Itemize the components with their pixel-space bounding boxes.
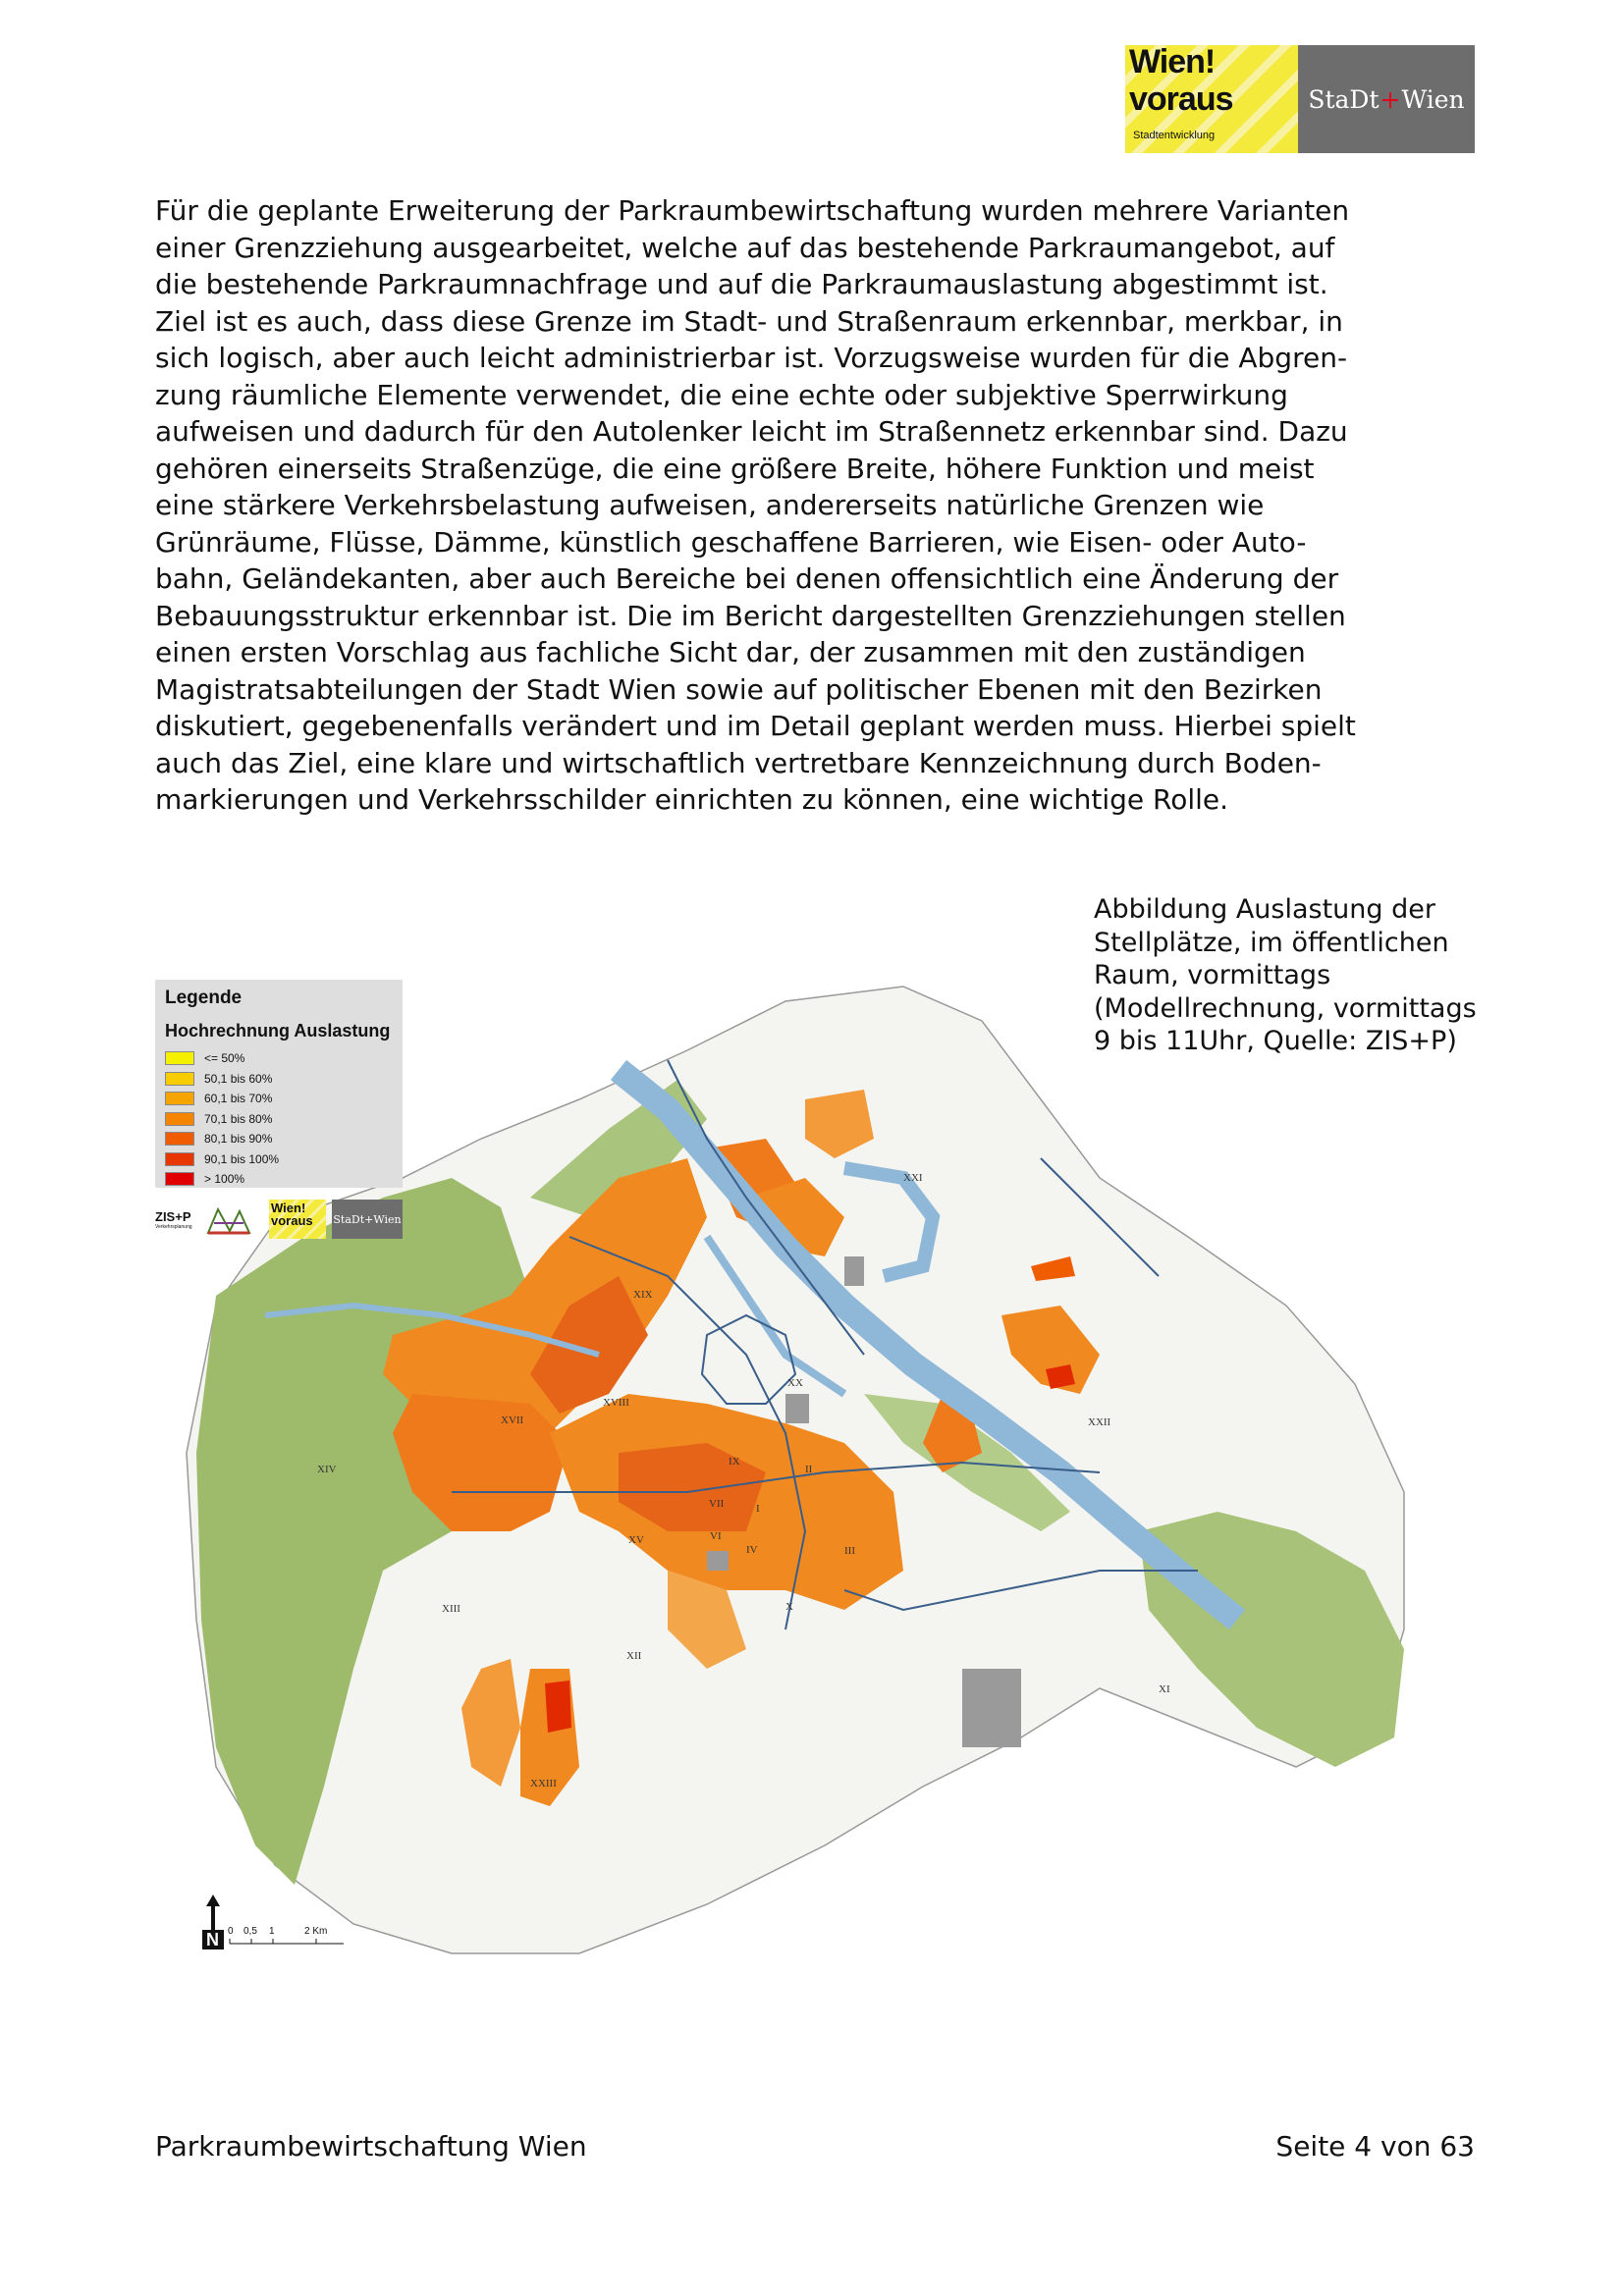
body-line: einer Grenzziehung ausgearbeitet, welche auf das bestehende Parkraumangebot, auf (155, 231, 1335, 264)
logo-line-2: voraus (1129, 80, 1233, 118)
district-label: VI (710, 1530, 722, 1542)
district-label: III (844, 1545, 855, 1557)
body-paragraph (155, 192, 1481, 819)
district-label: XI (1159, 1683, 1170, 1695)
scale-tick-3: 2 Km (304, 1926, 328, 1937)
footer-page-number: Seite 4 von 63 (1275, 2130, 1475, 2163)
legend-item-label: 70,1 bis 80% (204, 1111, 273, 1126)
small-logo-line-1: Wien! (271, 1201, 306, 1215)
caption-line: (Modellrechnung, vormittags (1094, 992, 1477, 1024)
legend-item (165, 1089, 279, 1109)
district-label: X (785, 1601, 793, 1613)
logo-line-3: Stadtentwicklung (1133, 130, 1216, 141)
body-line: Magistratsabteilungen der Stadt Wien sowie auf politischer Ebenen mit den Bezirken (155, 672, 1323, 706)
caption-line: Abbildung Auslastung der (1094, 894, 1435, 925)
legend-swatch (165, 1072, 194, 1086)
body-line: Für die geplante Erweiterung der Parkraumbewirtschaftung wurden mehrere Varianten (155, 194, 1350, 227)
stadt-wien-part1: StaDt (1308, 84, 1380, 114)
legend-item (165, 1129, 279, 1149)
legend-item-label: <= 50% (204, 1051, 245, 1066)
industrial-area (785, 1394, 809, 1423)
legend-swatch (165, 1132, 194, 1146)
legend-item (165, 1149, 279, 1170)
district-label: IX (729, 1456, 740, 1468)
body-line: die bestehende Parkraumnachfrage und auf die Parkraumauslastung abgestimmt ist. (155, 268, 1328, 300)
legend-subtitle: Hochrechnung Auslastung (165, 1021, 391, 1041)
stadt-wien-part2: Wien (1401, 84, 1465, 114)
stadt-wien-logo (1298, 45, 1475, 153)
zis-logo-sub: Verkehrsplanung (155, 1224, 192, 1230)
legend-item-label: 50,1 bis 60% (204, 1071, 273, 1086)
body-line: eine stärkere Verkehrsbelastung aufweisen, andererseits natürliche Grenzen wie (155, 489, 1265, 521)
mesh-logo-icon (204, 1203, 251, 1237)
legend-swatch (165, 1092, 194, 1105)
legend-item (165, 1048, 279, 1069)
scale-bar (228, 1924, 346, 1951)
north-label: N (206, 1930, 219, 1949)
legend-swatch (165, 1051, 194, 1065)
zis-logo-text: ZIS+P (155, 1209, 191, 1224)
caption-line: 9 bis 11Uhr, Quelle: ZIS+P) (1094, 1026, 1457, 1056)
logo-line-1: Wien! (1129, 45, 1216, 80)
district-label: I (756, 1503, 760, 1515)
district-label: VII (709, 1498, 725, 1510)
district-label: XXI (903, 1172, 923, 1184)
district-label: XIII (442, 1603, 460, 1615)
body-line: diskutiert, gegebenenfalls verändert und im Detail geplant werden muss. Hierbei spielt (155, 710, 1356, 742)
legend-swatch (165, 1152, 194, 1166)
legend-item-label: > 100% (204, 1172, 245, 1187)
legend-swatch (165, 1112, 194, 1126)
stadt-wien-small-logo: StaDt+Wien (332, 1200, 403, 1239)
legend-item-label: 90,1 bis 100% (204, 1151, 280, 1166)
scale-tick-1: 0,5 (243, 1926, 257, 1937)
body-line: markierungen und Verkehrsschilder einrichten zu können, eine wichtige Rolle. (155, 783, 1229, 816)
district-label: IV (746, 1544, 758, 1556)
industrial-area (707, 1551, 729, 1571)
industrial-area (962, 1669, 1021, 1747)
body-line: sich logisch, aber auch leicht administrierbar ist. Vorzugsweise wurden für die Abgren- (155, 342, 1348, 374)
district-label: XIX (633, 1289, 653, 1301)
district-label: XV (628, 1534, 644, 1546)
legend-items (165, 1048, 279, 1190)
district-label: XII (626, 1650, 642, 1662)
district-label: XXIII (530, 1778, 557, 1789)
legend-logos (155, 1200, 403, 1243)
district-label: II (805, 1464, 813, 1475)
legend-item (165, 1169, 279, 1190)
legend-item-label: 80,1 bis 90% (204, 1132, 273, 1147)
wien-voraus-logo (1125, 45, 1298, 153)
north-arrow-icon (200, 1893, 226, 1951)
caption-line: Raum, vormittags (1094, 960, 1331, 990)
body-line: gehören einerseits Straßenzüge, die eine größere Breite, höhere Funktion und meist (155, 452, 1315, 485)
small-logo-line-2: voraus (271, 1213, 313, 1228)
legend-title: Legende (165, 988, 243, 1008)
map-legend (155, 980, 403, 1188)
caption-line: Stellplätze, im öffentlichen (1094, 927, 1449, 958)
district-label: XX (787, 1377, 803, 1389)
scale-tick-2: 1 (269, 1926, 275, 1937)
legend-swatch (165, 1172, 194, 1186)
body-line: Bebauungsstruktur erkennbar ist. Die im Bericht dargestellten Grenzziehungen stellen (155, 599, 1346, 632)
legend-item (165, 1109, 279, 1130)
body-line: einen ersten Vorschlag aus fachliche Sicht dar, der zusammen mit den zuständigen (155, 636, 1306, 668)
zis-logo (155, 1209, 192, 1230)
body-line: Grünräume, Flüsse, Dämme, künstlich geschaffene Barrieren, wie Eisen- oder Auto- (155, 525, 1307, 559)
occupancy-xxiii-red (545, 1681, 571, 1733)
body-line: zung räumliche Elemente verwendet, die eine echte oder subjektive Sperrwirkung (155, 378, 1288, 411)
legend-item (165, 1069, 279, 1090)
district-label: XIV (317, 1464, 337, 1475)
stadt-wien-plus: + (1380, 84, 1401, 114)
footer-document-title: Parkraumbewirtschaftung Wien (155, 2130, 587, 2163)
body-line: auch das Ziel, eine klare und wirtschaftlich vertretbare Kennzeichnung durch Boden- (155, 746, 1322, 779)
figure-caption (1094, 893, 1506, 1058)
wien-voraus-small-logo (269, 1200, 326, 1239)
district-label: XVII (501, 1415, 524, 1426)
district-label: XXII (1088, 1416, 1111, 1428)
body-line: aufweisen und dadurch für den Autolenker leicht im Straßennetz erkennbar sind. Dazu (155, 415, 1348, 448)
body-line: Ziel ist es auch, dass diese Grenze im Stadt- und Straßenraum erkennbar, merkbar, in (155, 304, 1343, 338)
district-label: XVIII (603, 1397, 629, 1409)
body-line: bahn, Geländekanten, aber auch Bereiche bei denen offensichtlich eine Änderung der (155, 562, 1339, 595)
scale-tick-0: 0 (228, 1926, 234, 1937)
legend-item-label: 60,1 bis 70% (204, 1092, 273, 1106)
industrial-area (844, 1256, 864, 1286)
